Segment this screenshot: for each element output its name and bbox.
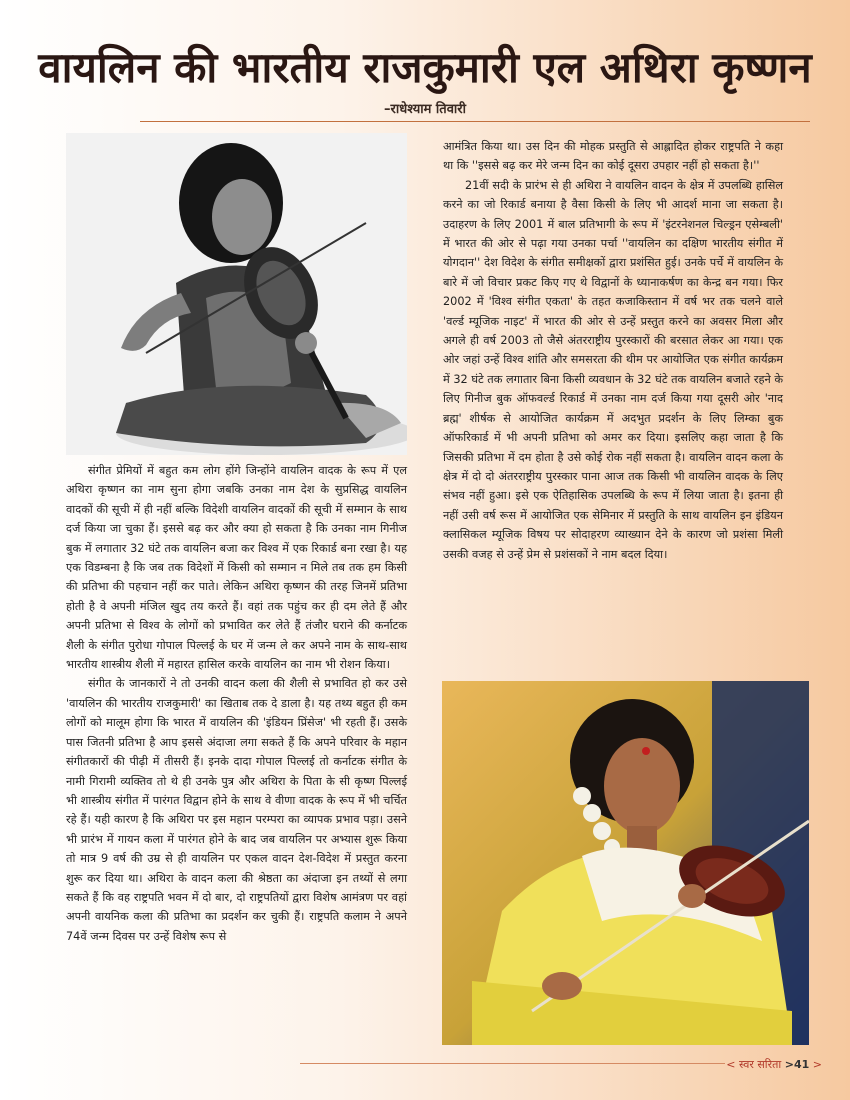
title-divider — [140, 121, 810, 122]
photo-violinist-performing — [442, 681, 809, 1045]
footer-arrow-left: < — [726, 1058, 736, 1071]
paragraph: 21वीं सदी के प्रारंभ से ही अथिरा ने वायलिन वादन के क्षेत्र में उपलब्धि हासिल करने का जो रिकार्ड बनाया है वैसा किसी के लिए भी आदर्श माना जा सकता है। उदाहरण के लिए 2001 में बाल प्रतिभागी के रूप में 'इंटरनेशनल चिल्ड्रन एसेम्बली' में भारत की ओर से पढ़ा गया उनका पर्चा ''वायलिन का दक्षिण भारतीय संगीत में योगदान'' देश विदेश के संगीत समीक्षकों द्वारा प्रशंसित हुई। उनके पर्चे में वायलिन के बारे में जो विचार प्रकट किए गए थे विद्वानों के ध्यानाकर्षण का केन्द्र बन गया। फिर 2002 में 'विश्व संगीत एकता' के तहत कजाकिस्तान में वर्ष भर तक चलने वाले 'वर्ल्ड म्यूजिक नाइट' में भारत की ओर से उन्हें प्रस्तुत करने का अवसर मिला और अगले ही वर्ष 2003 तो जैसे अंतरराष्ट्रीय पुरस्कारों की बरसात लेकर आ गया। एक ओर जहां उन्हें विश्व शांति और समसरता की थीम पर आयोजित एक संगीत कार्यक्रम में 32 घंटे तक लगातार बिना किसी व्यवधान के 32 घंटे तक वायलिन बजाते रहने के लिए गिनीज बुक ऑफवर्ल्ड रिकार्ड में उनका नाम दर्ज किया गया दूसरी ओर 'नाद ब्रह्म' शीर्षक से आयोजित कार्यक्रम में अदभुत प्रदर्शन के लिए लिम्का बुक ऑफरिकार्ड में भी अपनी प्रतिभा को अमर कर दिया। इसलिए कहा जाता है कि जिसकी प्रतिभा में दम होता है उसे कोई रोक नहीं सकता है। वायलिन वादन कला के क्षेत्र में दो दो अंतरराष्ट्रीय पुरस्कार पाना आज तक किसी भी वायलिन वादक के लिए संभव नहीं हुआ। इसे एक ऐतिहासिक उपलब्धि के रूप में लिया जाता है। इतना ही नहीं उसी वर्ष रूस में आयोजित एक सेमिनार में प्रस्तुति के साथ वायलिन इन इंडियन क्लासिकल म्यूजिक विषय पर सोदाहरण व्याख्यान देने के कारण जो प्रशंसा मिली उसकी वजह से उन्हें प्रेम से प्रशंसकों ने नाम बदल दिया। — [443, 178, 783, 561]
photo-violinist-performing-illustration — [442, 681, 809, 1045]
footer-divider — [300, 1063, 725, 1064]
magazine-name: स्वर सरिता — [738, 1058, 782, 1071]
paragraph: संगीत प्रेमियों में बहुत कम लोग होंगे जिन्होंने वायलिन वादक के रूप में एल अथिरा कृष्णन का नाम सुना होगा जबकि उनका नाम देश के सुप्रसिद्ध वायलिन वादकों की सूची में ही नहीं बल्कि विदेशी वायलिन वादकों की सूची में सम्मान के साथ दर्ज किया जा चुका हैं। इससे बढ़ कर और क्या हो सकता है कि उनका नाम गिनीज बुक में लगातार 32 घंटे तक वायलिन बजा कर विश्व में एक रिकार्ड बना रखा है। यह एक विडम्बना है कि जब तक विदेशों में किसी को सम्मान न मिले तब तक हम किसी की प्रतिभा की पहचान नहीं कर पाते। लेकिन अथिरा कृष्णन की तरह जिनमें प्रतिभा होती है वे अपनी मंजिल खुद तय करते हैं। वहां तक पहुंच कर ही दम लेते हैं और अपनी प्रतिभा से विश्व के लोगों को प्रभावित कर लेते हैं तंजौर घराने की कर्नाटक शैली के संगीत पुरोधा गोपाल पिल्लई के घर में जन्म ले कर अपने नाम के साथ-साथ भारतीय शास्त्रीय शैली में महारत हासिल करके वायलिन का नाम भी रोशन किया। — [66, 464, 407, 672]
page-number: 41 — [793, 1058, 810, 1071]
paragraph: संगीत के जानकारों ने तो उनकी वादन कला की शैली से प्रभावित हो कर उसे 'वायलिन की भारतीय राजकुमारी' का खिताब तक दे डाला है। यह तथ्य बहुत ही कम लोगों को मालूम होगा कि भारत में वायलिन की 'इंडियन प्रिंसेज' भी रहती हैं। उसके पास जितनी प्रतिभा है आप इससे अंदाजा लगा सकते हैं कि अपने परिवार के महान संगीतकारों की पीढ़ी में तीसरी हैं। इनके दादा गोपाल पिल्लई तो कर्नाटक संगीत के नामी गिरामी व्यक्तिव तो थे ही उनके पुत्र और अथिरा के पिता के सी कृष्ण पिल्लई भी शास्त्रीय संगीत में पारंगत विद्वान होने के साथ वे वीणा वादक के रूप में भी चर्चित रहे हैं। यही कारण है कि अथिरा पर इस महान परम्परा का व्यापक प्रभाव पड़ा। उसने भी प्रारंभ में गायन कला में पारंगत होने के बाद जब वायलिन पर अभ्यास शुरू किया तो मात्र 9 वर्ष की उम्र से ही वायलिन पर एकल वादन देश-विदेश में प्रस्तुत करना शुरू कर दिया था। अथिरा के वादन कला की श्रेष्ठता का अंदाजा इन तथ्यों से लगा सकते हैं कि वह राष्ट्रपति भवन में दो बार, दो राष्ट्रपतियों द्वारा विशेष आमंत्रण पर वहां अपनी वायनिक कला की प्रतिभा का प्रदर्शन कर चुकी हैं। राष्ट्रपति कलाम ने अपने 74वें जन्म दिवस पर उन्हें विशेष रूप से — [66, 677, 407, 943]
left-text-column — [66, 461, 407, 946]
paragraph: आमंत्रित किया था। उस दिन की मोहक प्रस्तुति से आह्लादित होकर राष्ट्रपति ने कहा था कि ''इससे बढ़ कर मेरे जन्म दिन का कोई दूसरा उपहार नहीं हो सकता है।'' — [443, 140, 783, 173]
article-title: वायलिन की भारतीय राजकुमारी एल अथिरा कृष्णन — [38, 43, 812, 92]
photo-violinist-seated — [66, 133, 407, 455]
footer-arrow-right: > — [812, 1058, 822, 1071]
photo-violinist-seated-illustration — [66, 133, 407, 455]
right-text-column — [443, 137, 783, 564]
page-footer — [726, 1057, 822, 1072]
page-number-prefix: > — [784, 1058, 794, 1071]
article-byline: –राधेश्याम तिवारी — [384, 102, 466, 117]
